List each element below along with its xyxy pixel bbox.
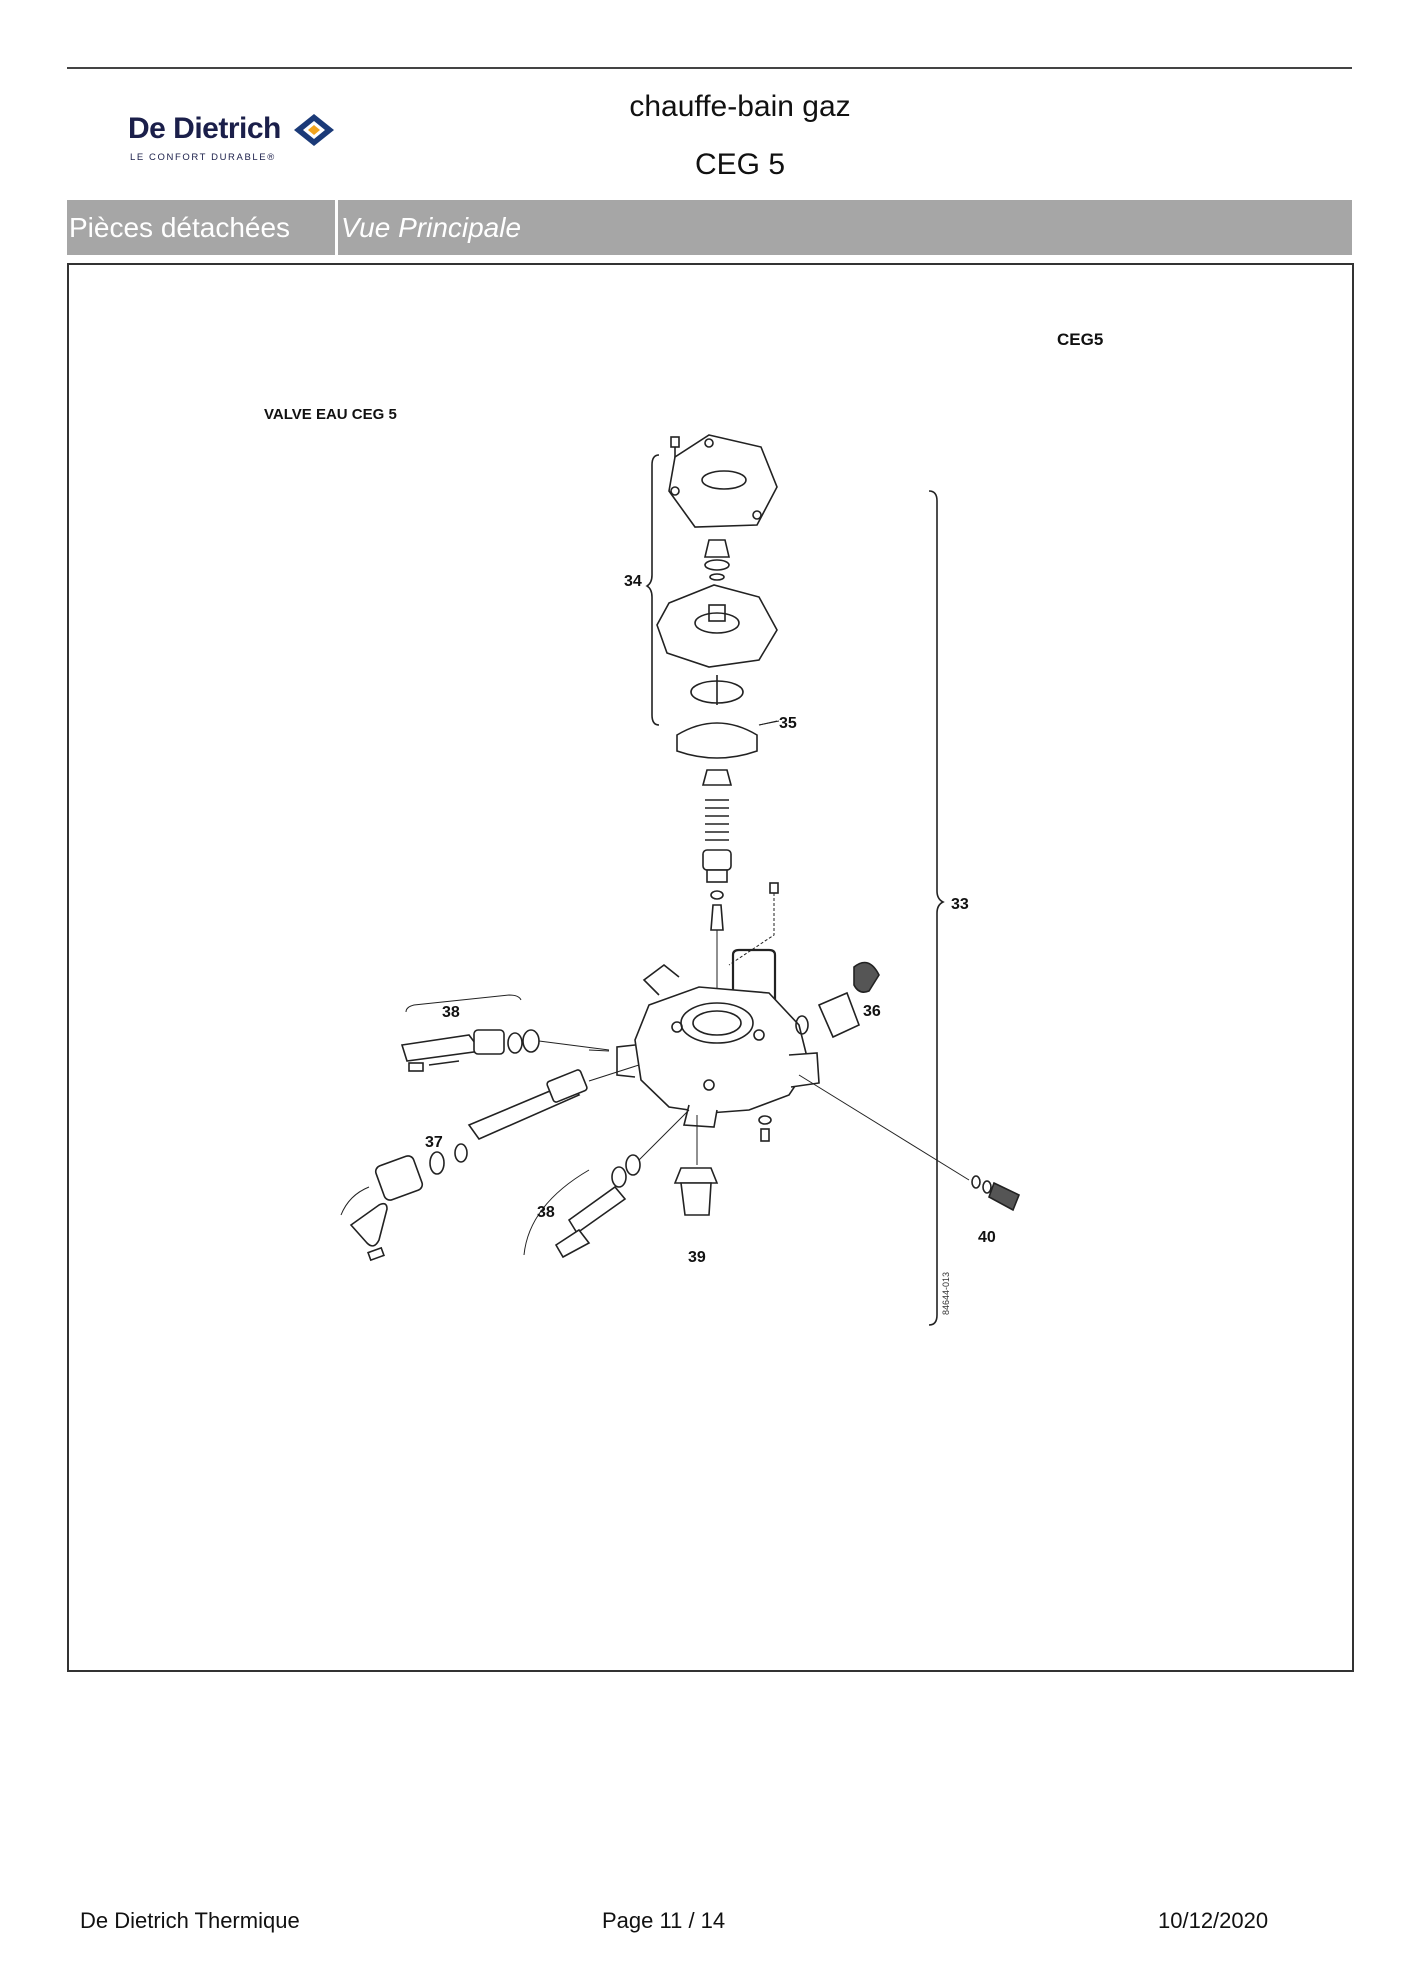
callout-36: 36 xyxy=(863,1003,881,1020)
section-view: Vue Principale xyxy=(341,212,522,243)
callout-37: 37 xyxy=(425,1134,443,1151)
callout-34: 34 xyxy=(624,573,642,590)
callout-33: 33 xyxy=(951,896,969,913)
plug-37 xyxy=(374,1154,424,1202)
bracket-33 xyxy=(929,491,943,1325)
upper-valve-body xyxy=(657,585,777,667)
membrane-35 xyxy=(677,723,757,758)
main-valve-body xyxy=(635,987,809,1113)
brand-name: De Dietrich xyxy=(128,112,281,145)
band-separator xyxy=(335,200,338,255)
footer-date: 10/12/2020 xyxy=(1158,1908,1269,1933)
callout-35: 35 xyxy=(779,715,797,732)
footer-company: De Dietrich Thermique xyxy=(80,1908,300,1933)
screw xyxy=(671,437,679,447)
diagram-model-label: CEG5 xyxy=(1057,330,1104,349)
callout-38-top: 38 xyxy=(442,1004,460,1021)
brand-logo xyxy=(128,108,378,168)
callout-40: 40 xyxy=(978,1229,996,1246)
section-category: Pièces détachées xyxy=(69,212,291,243)
brand-tagline: LE CONFORT DURABLE® xyxy=(130,152,276,163)
valve-drawing xyxy=(341,435,1019,1325)
brand-diamond-icon xyxy=(292,112,336,148)
document-title: chauffe-bain gaz xyxy=(629,90,851,123)
spring xyxy=(705,800,729,840)
header-rule xyxy=(67,67,1352,69)
exploded-parts-diagram xyxy=(69,265,1352,1670)
bracket-34 xyxy=(647,455,659,725)
drawing-reference: 84644-013 xyxy=(941,1271,951,1315)
connector-40 xyxy=(989,1183,1019,1210)
section-band xyxy=(67,200,1352,255)
connector-39 xyxy=(681,1183,711,1215)
document-model: CEG 5 xyxy=(694,148,786,181)
filter-36 xyxy=(854,963,879,993)
callout-39: 39 xyxy=(688,1249,706,1266)
footer-page-number: Page 11 / 14 xyxy=(602,1908,726,1933)
diagram-caption: VALVE EAU CEG 5 xyxy=(264,406,397,423)
callout-38-bottom: 38 xyxy=(537,1204,555,1221)
diagram-frame xyxy=(67,263,1354,1672)
clip xyxy=(351,1204,387,1246)
